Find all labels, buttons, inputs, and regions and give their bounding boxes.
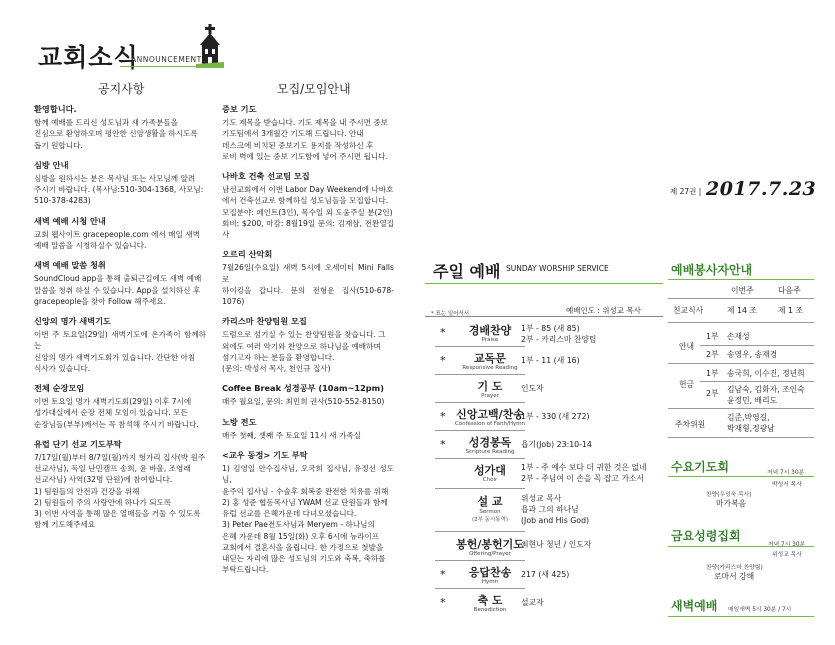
order-detail: 욥기(Job) 23:10-14 [521, 440, 592, 449]
gathering-title: 노방 전도 [222, 416, 257, 427]
notice-body: 이번 주 토요일(29일) 새벽기도에 온가족이 함께하는 신앙의 명가 새벽기도회가 있습니다. 간단한 아침 식사가 있습니다. [34, 330, 206, 373]
worship-underline [425, 283, 663, 284]
gathering-item [222, 104, 394, 162]
table-line [668, 437, 814, 438]
friday-subject: 로마서 강해 [714, 572, 755, 581]
usher-part: 2부 [706, 350, 719, 359]
usher-names: 손재성 [727, 332, 750, 341]
order-title: 축 도 [477, 594, 503, 607]
notice-item [34, 383, 206, 430]
gathering-item [222, 316, 394, 374]
usher-label: 안내 [679, 342, 695, 351]
notice-body: 심방을 원하시는 분은 목사님 또는 사모님께 알려 주시기 바랍니다. (목사님:510-304-1368, 사모님: 510-378-4283) [34, 174, 204, 206]
friday-praise: 찬양(카리스마 찬양팀) [706, 565, 763, 571]
row-separator [435, 402, 525, 403]
order-title: 응답찬송 [468, 566, 512, 579]
parking-label: 주차위원 [675, 420, 706, 429]
notice-body: SoundCloud app을 통해 출퇴근길에도 새벽 예배 말씀을 청취 하실 수 있습니다. App을 설치하신 후 gracepeople을 찾아 Follow 해주세요. [34, 274, 202, 306]
wednesday-speaker: 박성서 목사 [772, 482, 802, 488]
order-title-en: Praise [481, 337, 499, 343]
offering-part: 2부 [706, 389, 719, 398]
friday-speaker: 위성교 목사 [772, 552, 802, 558]
gathering-body: 매주 첫째, 셋째 주 토요일 11시 새 가족실 [222, 430, 362, 440]
table-line [668, 298, 814, 299]
gatherings-column [222, 104, 394, 584]
order-title-en: Offering/Prayer [469, 551, 511, 557]
row-separator [435, 458, 525, 459]
worship-title: 주일 예배 [433, 262, 501, 281]
notice-title: 심방 안내 [34, 159, 69, 170]
notice-item [34, 316, 206, 374]
standing-star: * [440, 438, 446, 451]
order-detail: 인도자 [521, 384, 544, 393]
order-detail: 1부 - 85 (새 85) 2부 - 카리스마 찬양팀 [521, 324, 597, 344]
order-title: 설 교 [477, 495, 503, 508]
fellowship-next: 제 1 조 [778, 306, 803, 315]
friday-time: 저녁 7시 30분 [768, 542, 806, 548]
standing-star: * [440, 568, 446, 581]
volunteers-underline [668, 279, 814, 280]
wednesday-praise: 찬양(우성욱 목사) [706, 492, 752, 498]
order-title-en: Confession of Faith/Hymn [454, 421, 526, 427]
gathering-title: 카리스마 찬양팀원 모집 [222, 316, 307, 327]
wednesday-underline [668, 476, 814, 477]
notice-body: 이번 토요일 명가 새벽기도회(29일) 이후 7시에 성가대실에서 순장 전체 모임이 있습니다. 모든 순장님들(부부)께서는 꼭 참석해 주시기 바랍니다. [34, 397, 199, 429]
order-title-en: Scripture Reading [465, 449, 515, 455]
worship-leader: 예배인도 : 위성교 목사 [566, 306, 641, 315]
table-line [668, 363, 814, 364]
gatherings-heading: 모집/모임안내 [277, 82, 351, 96]
gathering-title: <교우 동정> 기도 부탁 [222, 450, 308, 461]
order-title: 신앙고백/찬송 [456, 408, 524, 421]
church-icon [196, 24, 224, 68]
notice-item [34, 439, 206, 531]
notice-item [34, 260, 206, 307]
gathering-title: Coffee Break 성경공부 (10am~12pm) [222, 383, 384, 394]
row-separator [435, 488, 525, 489]
order-title-en: Sermon (2부 동시통역) [471, 509, 509, 523]
offering-names: 송국희, 이수진, 정년희 [727, 369, 805, 378]
gathering-title: 중보 기도 [222, 104, 257, 114]
gathering-item [222, 383, 394, 407]
wednesday-time: 저녁 7시 30분 [767, 470, 805, 476]
order-detail: 1부 - 11 (새 16) [521, 356, 580, 365]
gathering-body: 매주 월요일, 문의: 최민희 권사(510-552-8150) [222, 397, 385, 407]
issue-number: 제 27권 | [670, 187, 702, 196]
friday-underline [668, 546, 814, 547]
dawn-title: 새벽예배 [671, 599, 718, 613]
gathering-item [222, 171, 394, 240]
wednesday-title: 수요기도회 [671, 460, 729, 474]
order-detail: 설교자 [521, 598, 544, 607]
page-title: 교회소식 [38, 43, 139, 72]
notice-title: 환영합니다. [34, 104, 77, 114]
gathering-body: 기도 제목을 받습니다. 기도 제목을 내 주시면 중보 기도팀에서 3개월간 기도해 드립니다. 안내 데스크에 비치된 중보기도 용지를 작성하신 후 로비 벽에 있는 중보 기도함에 넣어 주시면 됩니다. [222, 118, 389, 161]
row-separator [435, 588, 525, 589]
row-separator [435, 560, 525, 561]
notice-title: 전체 순장모임 [34, 383, 85, 394]
order-detail: 위성교 목사 욥과 그의 하나님 (Job and His God) [521, 494, 590, 525]
order-detail: 1부 - 330 (새 272) [521, 412, 590, 421]
gathering-body: 7월26일(수요일) 새벽 5시에 오세미티 Mini Falls로 하이킹을 갑니다. 문의 전형운 집사(510-678-1076) [222, 263, 394, 307]
notice-title: 새벽 예배 시청 안내 [34, 215, 106, 226]
notice-body: 교회 웹사이트 gracepeople.com 에서 매일 새벽 예배 말씀을 시청하실수 있습니다. [34, 229, 200, 251]
gathering-title: 오르리 산악회 [222, 249, 273, 260]
standing-star: * [440, 410, 446, 423]
order-title-en: Hymn [481, 579, 499, 585]
page-subtitle: ANNOUNCEMENT [131, 55, 202, 64]
notice-item [34, 160, 206, 207]
gathering-body: 남선교회에서 이번 Labor Day Weekend에 나바호 에서 건축선교로 함께하실 성도님들을 모집합니다. 모집분야: 페인트(3인), 목수일 외 도움주실 분(2인) 회비: $200, 마감: 8월19일 문의: 김재삼, 전완열집사 [222, 185, 394, 240]
table-line [700, 381, 814, 382]
notice-item [34, 216, 206, 252]
standing-star: * [440, 354, 446, 367]
order-title: 교독문 [474, 352, 506, 365]
notices-column [34, 104, 206, 540]
order-title: 성경봉독 [468, 436, 512, 449]
offering-names: 김남숙, 김화자, 조인숙 윤정민, 배리도 [727, 385, 805, 405]
worship-divider [425, 316, 663, 317]
order-title-en: Prayer [481, 393, 499, 399]
fellowship-label: 친교식사 [673, 306, 704, 315]
order-title-en: Choir [482, 477, 498, 483]
order-title: 경배찬양 [468, 324, 512, 337]
dawn-time: 매일새벽 5시 30분 / 7시 [728, 607, 792, 613]
row-separator [435, 374, 525, 375]
table-line [700, 345, 814, 346]
gathering-body: 1) 김영일 안수집사님, 오국희 집사님, 유정선 성도님, 윤주익 집사님 - 수술후 회복중 완전한 치유를 위해 2) 홍 성준 협동목사님 YWAM 선교 단원들과 함께 유럽 선교를 은혜가운데 다녀오셨습니다. 3) Peter Pae전도사님과 Meryem - 하나님의 은혜 가운데 8월 15일(화) 오후 6시에 뉴라이프 교회에서 결혼식을 올립니다. 한 가정으로 첫발을 내딛는 자리에 많은 성도님의 기도와 축복, 축하를 부탁드립니다. [222, 464, 394, 575]
notice-title: 신앙의 명가 새벽기도 [34, 316, 111, 327]
order-title-en: Benediction [473, 607, 507, 613]
dawn-underline [668, 616, 814, 617]
notice-title: 유럽 단기 선교 기도부탁 [34, 438, 122, 449]
issue-date: 2017.7.23 [706, 178, 817, 200]
gathering-item [222, 249, 394, 307]
gathering-body: 드럼으로 섬기실 수 있는 찬양팀원을 찾습니다. 그 외에도 여러 악기와 찬양으로 하나님을 예배하며 섬기고자 하는 분들을 환영합니다. (문의: 박성서 목사, 천인규 집사) [222, 330, 386, 374]
notice-title: 새벽 예배 말씀 청취 [34, 260, 106, 271]
row-separator [435, 430, 525, 431]
column-this-week: 이번주 [731, 286, 754, 295]
column-next-week: 다음주 [778, 286, 801, 295]
standing-note: * 표는 일어서서 [431, 311, 470, 317]
volunteers-title: 예배봉사자안내 [671, 263, 753, 277]
offering-part: 1부 [706, 369, 719, 378]
friday-title: 금요성령집회 [671, 529, 741, 543]
order-title: 성가대 [474, 464, 506, 477]
offering-label: 헌금 [679, 380, 695, 389]
order-title: 봉헌/봉헌기도 [456, 538, 524, 551]
order-detail: 최현나 청년 / 인도자 [521, 540, 592, 549]
gathering-title: 나바호 건축 선교팀 모집 [222, 171, 310, 182]
table-line [668, 408, 814, 409]
usher-names: 송영우, 송재경 [727, 350, 778, 359]
standing-star: * [440, 596, 446, 609]
worship-title-en: SUNDAY WORSHIP SERVICE [506, 264, 609, 273]
parking-names: 김준,박영길, 박재형,정광남 [727, 413, 775, 433]
order-detail: 1부 - 주 예수 보다 더 귀한 것은 없네 2부 - 주님여 이 손을 꼭 잡고 가소서 [521, 463, 647, 483]
order-title: 기 도 [477, 380, 503, 393]
fellowship-this: 제 14 조 [727, 306, 757, 315]
notice-item [34, 104, 206, 151]
notice-body: 7/17일(월)부터 8/7일(월)까지 헝가리 집사(박 원주 선교사님), 독일 난민캠프 송희, 윤 바울, 조영래 선교사님) 사역(32명 단원)에 참여합니다. 1) 팀원들의 안전과 건강을 위해 2) 팀원들이 주의 사랑안에 하나가 되도록 3) 이번 사역을 통해 많은 열매들을 거둘 수 있도록 함께 기도해주세요 [34, 453, 206, 530]
row-separator [435, 531, 525, 532]
gathering-item [222, 417, 394, 441]
gathering-item [222, 450, 394, 575]
order-title-en: Responsive Reading [462, 365, 518, 371]
standing-star: * [440, 326, 446, 339]
notice-body: 함께 예배를 드리신 성도님과 새 가족분들을 진심으로 환영하오며 평안한 신앙생활을 하시도록 돕기 원합니다. [34, 118, 198, 150]
usher-part: 1부 [706, 332, 719, 341]
table-line [668, 322, 814, 323]
row-separator [435, 346, 525, 347]
notices-heading: 공지사항 [98, 82, 145, 96]
order-detail: 217 (새 425) [521, 570, 570, 579]
wednesday-subject: 마가복음 [716, 499, 747, 508]
